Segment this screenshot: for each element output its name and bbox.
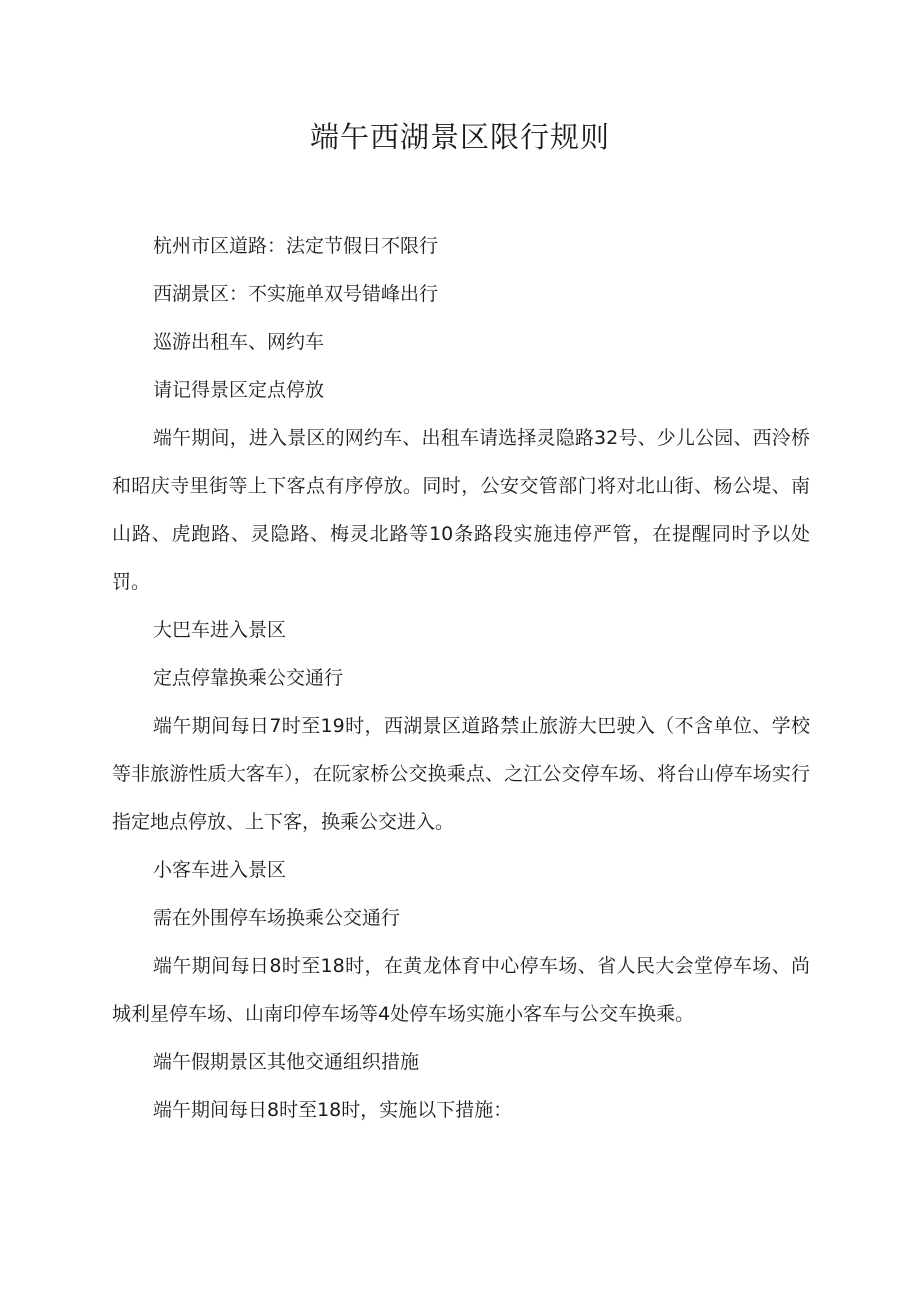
paragraph-scenic-area: 西湖景区：不实施单双号错峰出行 — [153, 283, 439, 305]
paragraph-city-roads: 杭州市区道路：法定节假日不限行 — [153, 235, 439, 257]
paragraph-taxi-subheading: 请记得景区定点停放 — [153, 379, 325, 401]
paragraph-bus-subheading: 定点停靠换乘公交通行 — [153, 667, 344, 689]
paragraph-car-subheading: 需在外围停车场换乘公交通行 — [153, 907, 401, 929]
paragraph-bus-heading: 大巴车进入景区 — [153, 619, 287, 641]
paragraph-taxi-heading: 巡游出租车、网约车 — [153, 331, 325, 353]
paragraph-car-heading: 小客车进入景区 — [153, 859, 287, 881]
paragraph-car-details: 端午期间每日8时至18时，在黄龙体育中心停车场、省人民大会堂停车场、尚城利星停车场、山南印停车场等4处停车场实施小客车与公交车换乘。 — [112, 955, 810, 1025]
document-body — [112, 222, 810, 1134]
paragraph-other-measures-intro: 端午期间每日8时至18时，实施以下措施： — [153, 1099, 513, 1121]
document-title: 端午西湖景区限行规则 — [309, 120, 610, 154]
paragraph-bus-details: 端午期间每日7时至19时，西湖景区道路禁止旅游大巴驶入（不含单位、学校等非旅游性质大客车），在阮家桥公交换乘点、之江公交停车场、将台山停车场实行指定地点停放、上下客，换乘公交进入。 — [112, 715, 810, 833]
paragraph-taxi-details: 端午期间，进入景区的网约车、出租车请选择灵隐路32号、少儿公园、西泠桥和昭庆寺里街等上下客点有序停放。同时，公安交管部门将对北山街、杨公堤、南山路、虎跑路、灵隐路、梅灵北路等10条路段实施违停严管，在提醒同时予以处罚。 — [112, 427, 810, 593]
paragraph-other-measures-heading: 端午假期景区其他交通组织措施 — [153, 1051, 420, 1073]
